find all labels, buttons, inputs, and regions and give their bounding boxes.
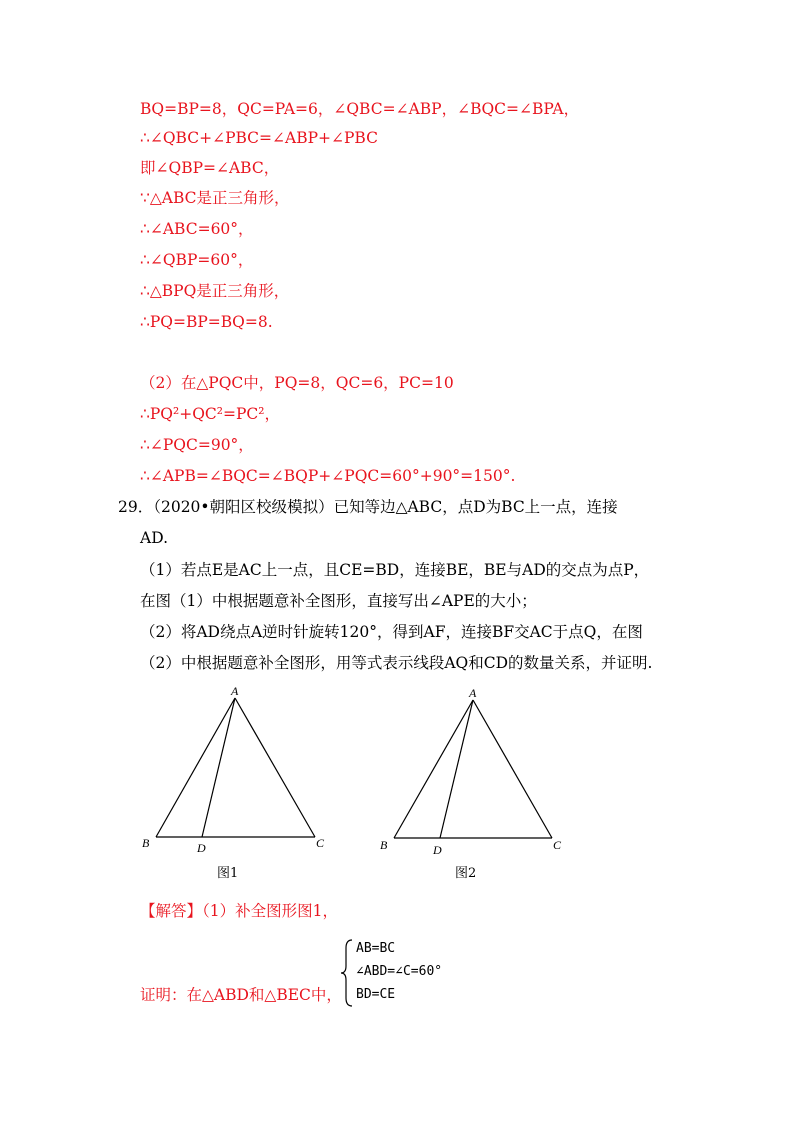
figure-2-caption: 图2 bbox=[455, 866, 477, 881]
figure-1 bbox=[140, 680, 340, 855]
proof-line-8: ∴PQ=BP=BQ=8. bbox=[140, 313, 273, 331]
label-c: C bbox=[316, 836, 325, 850]
proof2-line-2: ∴PQ²+QC²=PC²， bbox=[140, 405, 280, 423]
system-eq-3: BD=CE bbox=[356, 987, 396, 1002]
label-a: A bbox=[469, 686, 477, 700]
side-ac bbox=[235, 698, 315, 837]
side-ab bbox=[156, 698, 235, 837]
proof-line-6: ∴∠QBP=60°， bbox=[140, 251, 254, 269]
proof2-line-4: ∴∠APB=∠BQC=∠BQP+∠PQC=60°+90°=150°. bbox=[140, 467, 516, 485]
segment-ad bbox=[202, 698, 235, 837]
problem-line-3: （1）若点E是AC上一点，且CE=BD，连接BE，BE与AD的交点为点P， bbox=[140, 561, 650, 579]
problem-line-6: （2）中根据题意补全图形，用等式表示线段AQ和CD的数量关系，并证明. bbox=[140, 654, 653, 672]
left-brace-icon bbox=[340, 938, 354, 1008]
proof-line-2: ∴∠QBC+∠PBC=∠ABP+∠PBC bbox=[140, 129, 378, 147]
label-b: B bbox=[142, 836, 150, 850]
problem-line-5: （2）将AD绕点A逆时针旋转120°，得到AF，连接BF交AC于点Q，在图 bbox=[140, 623, 643, 641]
side-ab bbox=[394, 700, 473, 838]
answer-proof-line: 证明：在△ABD和△BEC中， bbox=[140, 986, 342, 1004]
problem-number-line: 29．（2020•朝阳区校级模拟）已知等边△ABC，点D为BC上一点，连接 bbox=[118, 498, 618, 516]
answer-heading: 【解答】（1）补全图形图1， bbox=[140, 902, 338, 920]
label-a: A bbox=[231, 684, 239, 698]
label-d: D bbox=[197, 841, 206, 855]
equation-system bbox=[340, 938, 510, 1008]
figure-1-caption: 图1 bbox=[217, 866, 239, 881]
side-ac bbox=[473, 700, 552, 838]
problem-line-4: 在图（1）中根据题意补全图形，直接写出∠APE的大小； bbox=[140, 592, 537, 610]
system-eq-2: ∠ABD=∠C=60° bbox=[356, 964, 443, 979]
proof-line-3: 即∠QBP=∠ABC， bbox=[140, 159, 280, 177]
proof-line-4: ∵△ABC是正三角形， bbox=[140, 189, 290, 207]
system-eq-1: AB=BC bbox=[356, 941, 396, 956]
proof-line-1: BQ=BP=8，QC=PA=6，∠QBC=∠ABP，∠BQC=∠BPA， bbox=[140, 100, 580, 118]
segment-ad bbox=[440, 700, 473, 838]
proof2-line-3: ∴∠PQC=90°， bbox=[140, 436, 254, 454]
proof2-line-1: （2）在△PQC中，PQ=8，QC=6，PC=10 bbox=[140, 374, 454, 392]
figure-2 bbox=[378, 682, 578, 857]
problem-line-2: AD. bbox=[140, 529, 168, 547]
label-d: D bbox=[433, 843, 442, 857]
label-b: B bbox=[380, 838, 388, 852]
label-c: C bbox=[553, 838, 562, 852]
proof-line-5: ∴∠ABC=60°， bbox=[140, 220, 254, 238]
proof-line-7: ∴△BPQ是正三角形， bbox=[140, 282, 290, 300]
